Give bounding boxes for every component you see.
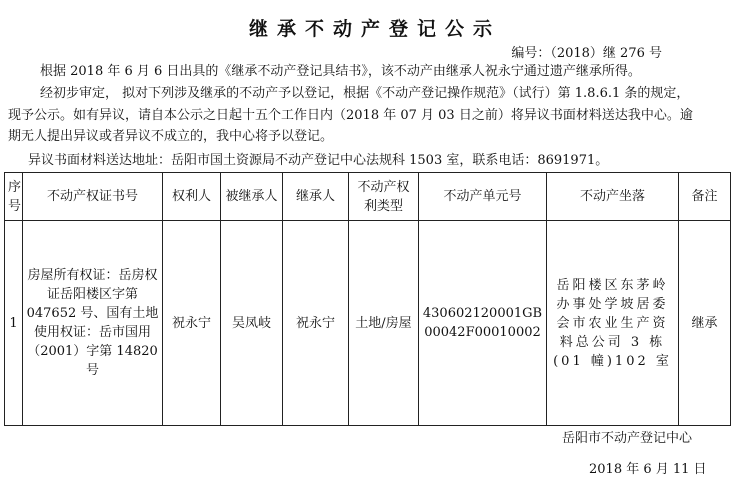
header-remark: 备注 [679, 173, 731, 221]
document-number: 编号：（2018）继 276 号 [511, 46, 662, 61]
paragraph-no-objection: 期无人提出异议或者异议不成立的，我中心将予以登记。 [8, 129, 334, 144]
table-header-row [5, 173, 731, 221]
table-row [5, 221, 731, 426]
paragraph-address: 异议书面材料送达地址：岳阳市国土资源局不动产登记中心法规科 1503 室，联系电话：8691971。 [28, 153, 609, 168]
cell-cert: 房屋所有权证：岳房权证岳阳楼区字第 047652 号、国有土地使用权证：岳市国用（2001）字第 14820 号 [23, 221, 163, 426]
header-cert: 不动产权证书号 [23, 173, 163, 221]
issuing-organization: 岳阳市不动产登记中心 [562, 431, 693, 446]
cell-seq: 1 [5, 221, 23, 426]
paragraph-basis: 根据 2018 年 6 月 6 日出具的《继承不动产登记具结书》，该不动产由继承人祝永宁通过遗产继承所得。 [40, 64, 641, 79]
cell-location: 岳阳楼区东茅岭办事处学坡居委会市农业生产资料总公司 3 栋(01 幢)102 室 [547, 221, 679, 426]
cell-unit: 430602120001GB00042F00010002 [419, 221, 547, 426]
issue-date: 2018 年 6 月 11 日 [589, 462, 707, 477]
cell-inherited: 吴凤岐 [221, 221, 283, 426]
header-unit: 不动产单元号 [419, 173, 547, 221]
cell-remark: 继承 [679, 221, 731, 426]
header-holder: 权利人 [163, 173, 221, 221]
paragraph-review: 经初步审定， 拟对下列涉及继承的不动产予以登记，根据《不动产登记操作规范》（试行）第 1.8.6.1 条的规定， [40, 86, 690, 101]
registration-table [4, 172, 731, 426]
header-heir: 继承人 [283, 173, 349, 221]
header-inherited: 被继承人 [221, 173, 283, 221]
header-location: 不动产坐落 [547, 173, 679, 221]
page-title: 继承不动产登记公示 [248, 18, 501, 40]
cell-holder: 祝永宁 [163, 221, 221, 426]
header-seq: 序号 [5, 173, 23, 221]
header-type: 不动产权利类型 [349, 173, 419, 221]
cell-type: 土地/房屋 [349, 221, 419, 426]
cell-heir: 祝永宁 [283, 221, 349, 426]
paragraph-objection: 现予公示。如有异议，请自本公示之日起十五个工作日内（2018 年 07 月 03 日之前）将异议书面材料送达我中心。逾 [8, 108, 693, 123]
